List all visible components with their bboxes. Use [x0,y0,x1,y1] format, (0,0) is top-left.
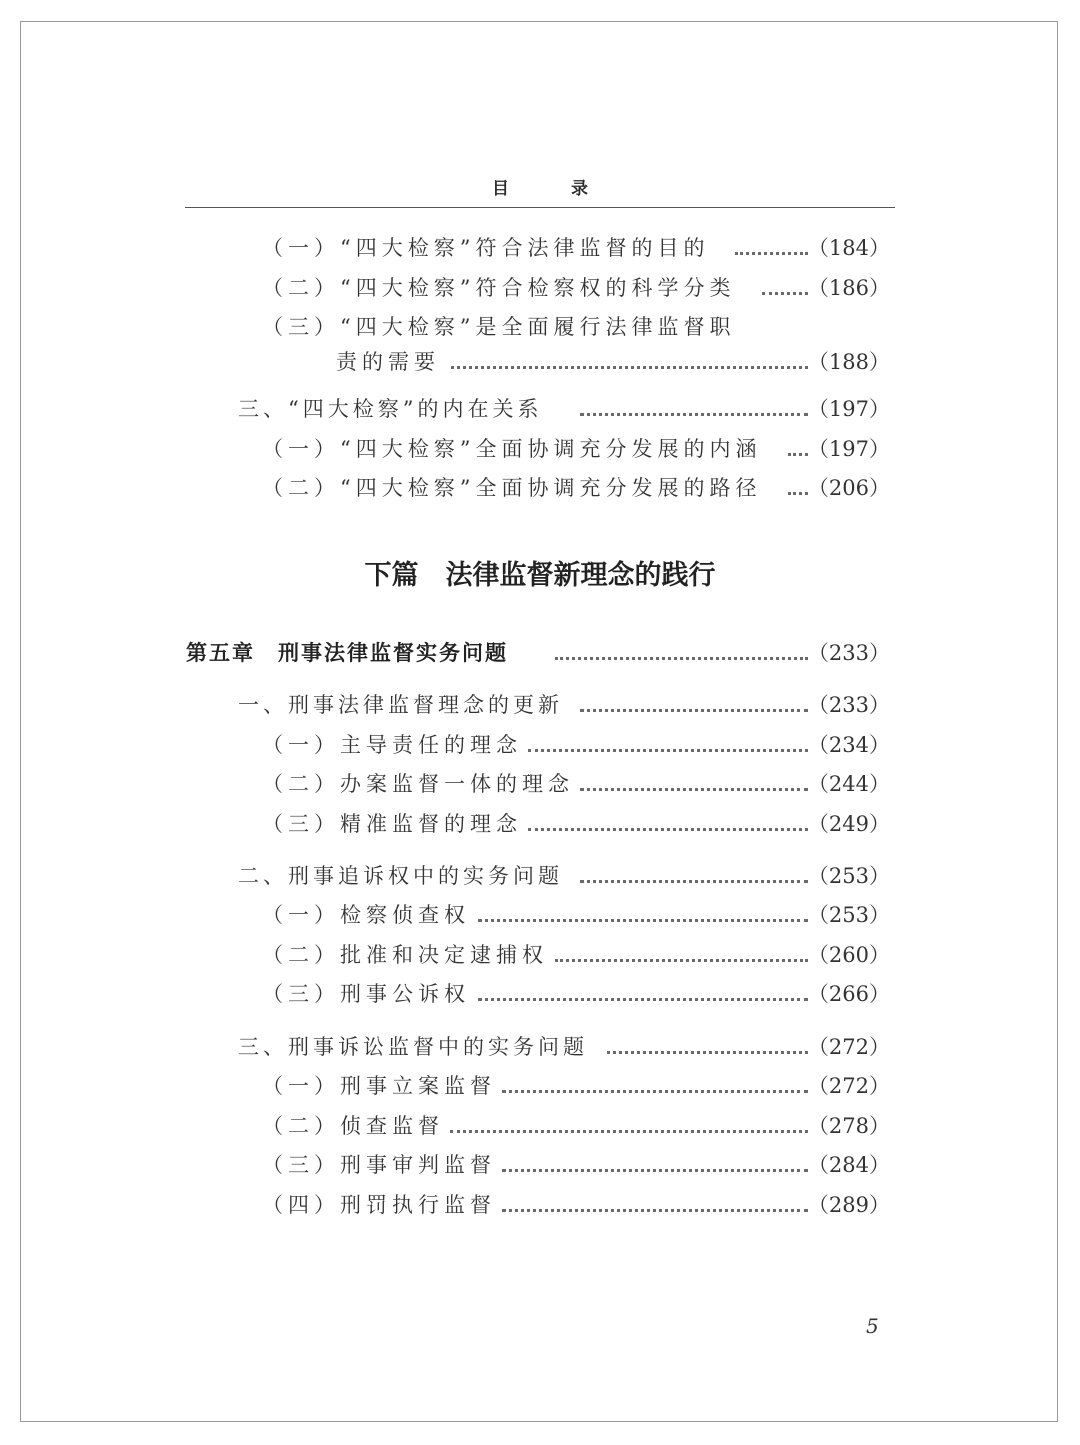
toc-entry [0,230,1080,266]
toc-section-page: （197） [807,397,890,421]
running-head-rule [185,207,895,208]
toc-entry [0,270,1080,306]
toc-entry-label: （四）刑罚执行监督 [262,1193,496,1217]
toc-leader-dots [478,919,808,922]
toc-entry [0,1108,1080,1144]
toc-section-page: （253） [807,864,890,888]
toc-section [0,687,1080,723]
toc-entry-label: （二）办案监督一体的理念 [262,772,574,796]
toc-leader-dots [478,998,808,1001]
toc-entry-label: （一）“四大检察”全面协调充分发展的内涵 [262,437,762,461]
toc-entry-label: 责的需要 [336,350,440,374]
toc-entry [0,806,1080,842]
toc-section-label: 一、刑事法律监督理念的更新 [238,693,563,717]
toc-leader-dots [502,1209,808,1212]
toc-entry [0,766,1080,802]
toc-entry-page: （234） [807,733,890,757]
toc-entry [0,1187,1080,1223]
toc-section-label: 三、刑事诉讼监督中的实务问题 [238,1035,588,1059]
toc-leader-dots [555,959,808,962]
toc-entry-page: （278） [807,1114,890,1138]
toc-entry-page: （266） [807,982,890,1006]
toc-leader-dots [451,366,808,369]
toc-leader-dots [607,1051,808,1054]
toc-leader-dots [555,657,808,660]
toc-leader-dots [528,749,808,752]
toc-leader-dots [580,788,808,791]
toc-entry [0,1147,1080,1183]
toc-leader-dots [580,880,808,883]
toc-entry-label: （三）精准监督的理念 [262,812,522,836]
toc-section-label: 三、“四大检察”的内在关系 [238,397,543,421]
toc-leader-dots [580,709,808,712]
toc-leader-dots [788,492,808,495]
toc-entry [0,976,1080,1012]
toc-entry-page: （253） [807,903,890,927]
toc-entry-page: （206） [807,476,890,500]
toc-section-label: 二、刑事追诉权中的实务问题 [238,864,563,888]
toc-leader-dots [580,413,808,416]
toc-entry-page: （260） [807,943,890,967]
toc-entry-page: （244） [807,772,890,796]
toc-entry [0,727,1080,763]
toc-leader-dots [450,1130,808,1133]
toc-leader-dots [788,453,808,456]
toc-entry-page: （272） [807,1074,890,1098]
toc-leader-dots [762,292,808,295]
toc-section [0,391,1080,427]
toc-entry-page: （188） [807,350,890,374]
toc-entry-page: （284） [807,1153,890,1177]
toc-entry-label: （一）检察侦查权 [262,903,470,927]
toc-section-page: （233） [807,693,890,717]
toc-entry-page: （197） [807,437,890,461]
toc-entry [0,937,1080,973]
toc-leader-dots [502,1169,808,1172]
toc-leader-dots [735,252,808,255]
toc-entry-label: （二）侦查监督 [262,1114,444,1138]
toc-entry [0,431,1080,467]
toc-entry-label: （三）刑事审判监督 [262,1153,496,1177]
toc-entry-label: （一）刑事立案监督 [262,1074,496,1098]
toc-leader-dots [502,1090,808,1093]
part-title: 下篇 法律监督新理念的践行 [364,560,716,591]
toc-chapter [0,635,1080,671]
running-head: 目 录 [492,179,616,199]
toc-entry [0,470,1080,506]
toc-entry-label: （一）“四大检察”符合法律监督的目的 [262,236,710,260]
toc-entry-label: （二）批准和决定逮捕权 [262,943,548,967]
toc-entry-page: （184） [807,236,890,260]
page-number: 5 [866,1314,879,1338]
toc-chapter-page: （233） [807,641,890,665]
toc-chapter-label: 第五章 刑事法律监督实务问题 [186,641,508,665]
toc-leader-dots [528,828,808,831]
toc-entry-label: （二）“四大检察”全面协调充分发展的路径 [262,476,762,500]
toc-entry [0,1068,1080,1104]
toc-entry [0,897,1080,933]
toc-entry-page: （289） [807,1193,890,1217]
toc-entry-label: （三）“四大检察”是全面履行法律监督职 [262,315,736,339]
toc-entry-label: （二）“四大检察”符合检察权的科学分类 [262,276,736,300]
toc-section-page: （272） [807,1035,890,1059]
toc-section [0,1029,1080,1065]
toc-entry-label: （一）主导责任的理念 [262,733,522,757]
toc-entry-page: （249） [807,812,890,836]
toc-entry-continuation [0,344,1080,380]
toc-section [0,858,1080,894]
toc-entry [0,309,1080,345]
toc-entry-page: （186） [807,276,890,300]
toc-entry-label: （三）刑事公诉权 [262,982,470,1006]
